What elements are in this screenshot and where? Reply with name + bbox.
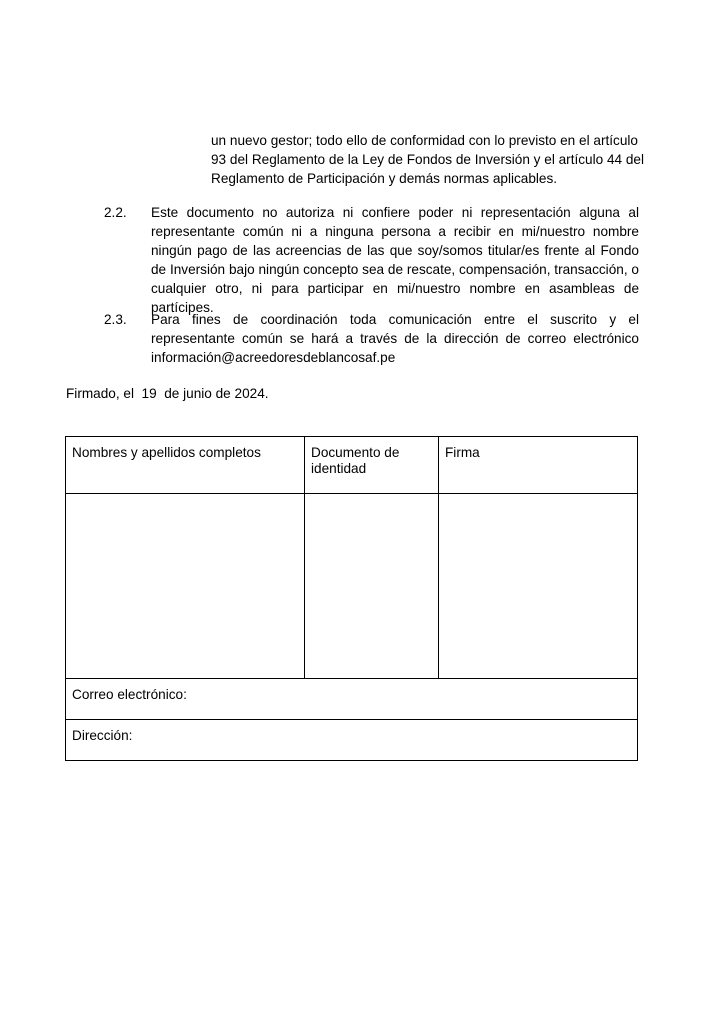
- continuation-line: 93 del Reglamento de la Ley de Fondos de Inversión y el artículo 44 del: [211, 152, 645, 167]
- address-row: [66, 720, 638, 761]
- signature-table: [65, 436, 638, 761]
- address-label: Dirección:: [72, 728, 133, 743]
- continuation-line: un nuevo gestor; todo ello de conformidad con lo previsto en el artículo: [211, 133, 638, 148]
- header-cell-names: [66, 437, 305, 494]
- header-cell-document: [305, 437, 439, 494]
- address-cell[interactable]: [66, 720, 638, 761]
- email-label: Correo electrónico:: [72, 687, 187, 702]
- header-names-label: Nombres y apellidos completos: [72, 445, 261, 460]
- signature-entry-cell[interactable]: [439, 494, 638, 679]
- signed-date-line: Firmado, el 19 de junio de 2024.: [66, 386, 269, 401]
- section-number-2-2: 2.2.: [104, 205, 127, 220]
- document-entry-cell[interactable]: [305, 494, 439, 679]
- section-number-2-3: 2.3.: [104, 312, 127, 327]
- email-row: [66, 679, 638, 720]
- section-2-3-text: Para fines de coordinación toda comunicación entre el suscrito y el representante común se hará a través de la dirección de correo electrónico información@acreedoresdeblancosaf.pe: [151, 312, 639, 365]
- names-entry-cell[interactable]: [66, 494, 305, 679]
- continuation-paragraph: [211, 131, 645, 188]
- section-2-2-text: Este documento no autoriza ni confiere poder ni representación alguna al representante común ni a ninguna persona a recibir en mi/nuestro nombre ningún pago de las acreencias de las que soy/somos titular/es frente al Fondo de Inversión bajo ningún concepto sea de rescate, compensación, transacción, o cualquier otro, ni para participar en mi/nuestro nombre en asambleas de partícipes.: [151, 205, 639, 315]
- header-document-label: Documento de identidad: [311, 445, 400, 476]
- header-cell-signature: [439, 437, 638, 494]
- header-signature-label: Firma: [445, 445, 480, 460]
- table-entry-row: [66, 494, 638, 679]
- email-cell[interactable]: [66, 679, 638, 720]
- continuation-line: Reglamento de Participación y demás normas aplicables.: [211, 171, 558, 186]
- table-header-row: [66, 437, 638, 494]
